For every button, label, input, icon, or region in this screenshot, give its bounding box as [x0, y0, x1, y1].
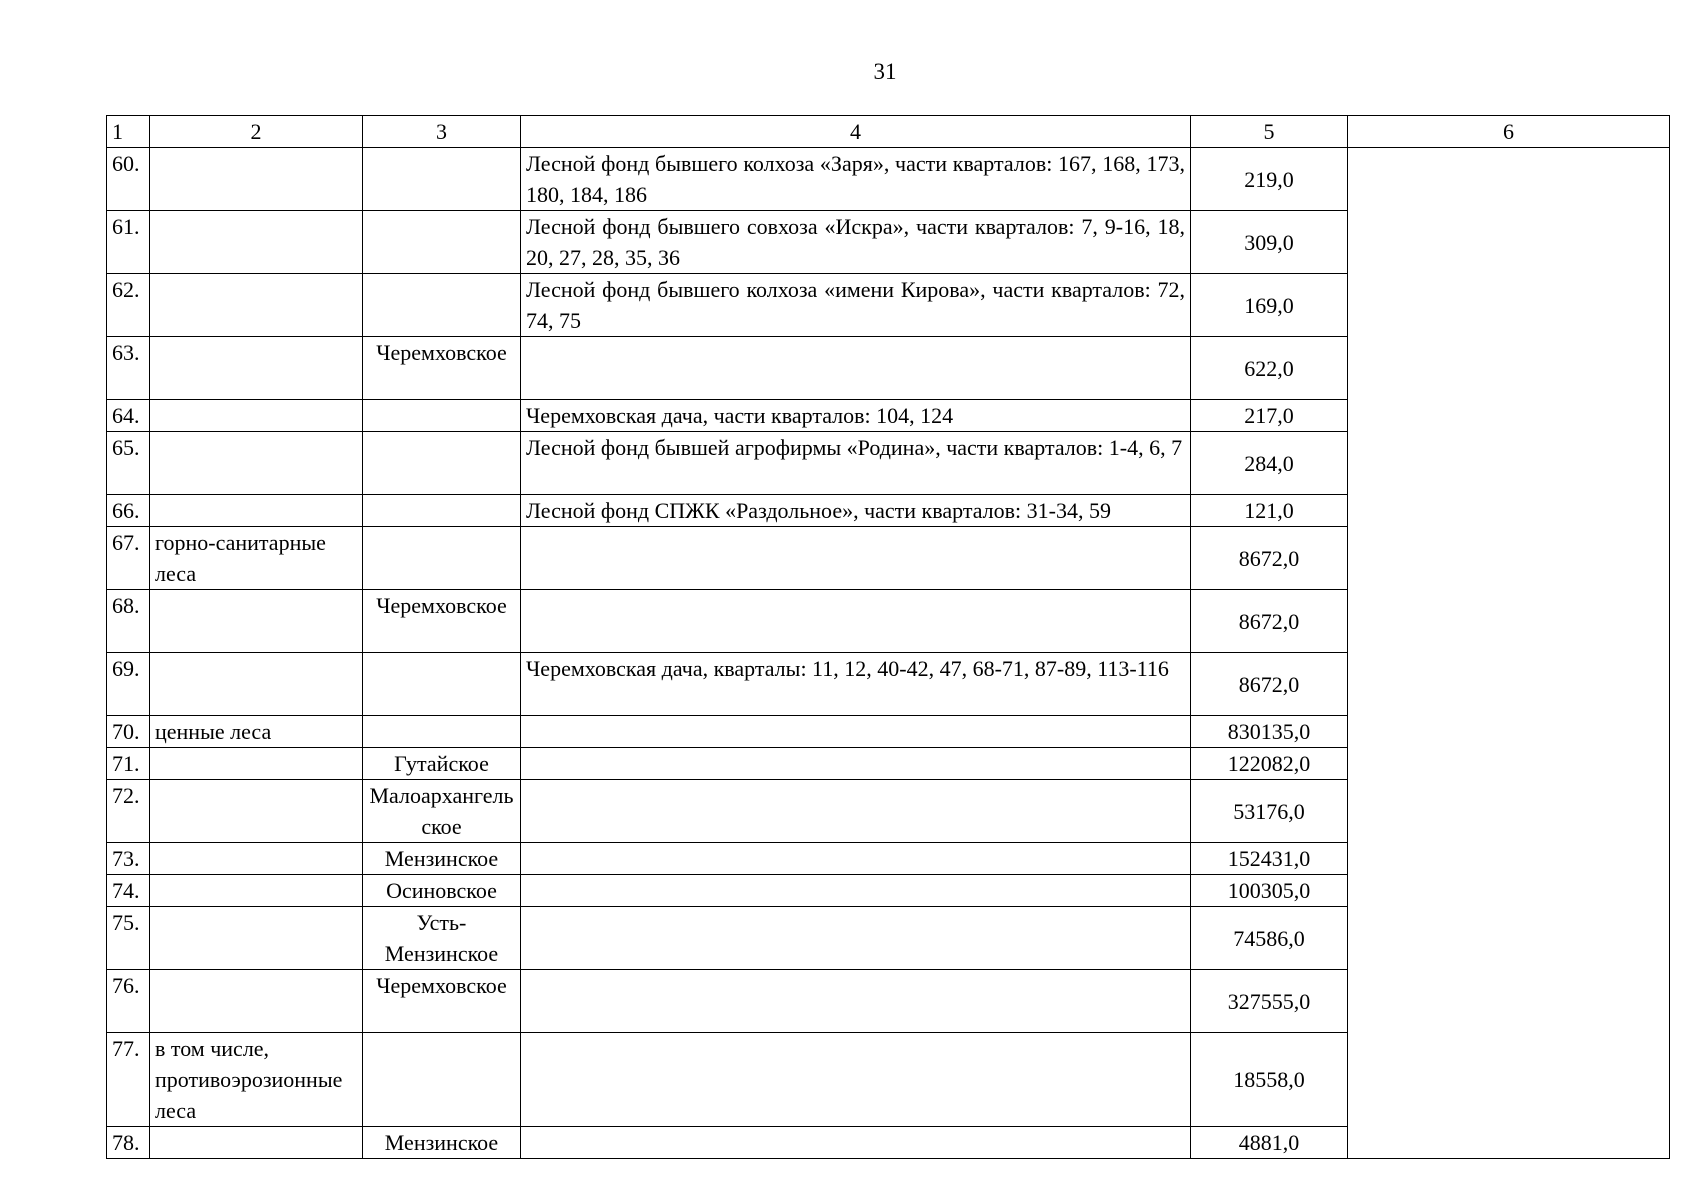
description: Лесной фонд бывшего колхоза «имени Кирова», части кварталов: 72, 74, 75	[521, 274, 1191, 337]
row-number: 77.	[107, 1033, 150, 1127]
area-value: 830135,0	[1191, 716, 1348, 748]
district	[363, 495, 521, 527]
area-value: 8672,0	[1191, 527, 1348, 590]
forest-category	[150, 875, 363, 907]
district: Черемховское	[363, 590, 521, 653]
forest-category	[150, 211, 363, 274]
district: Мензинское	[363, 1127, 521, 1159]
district	[363, 274, 521, 337]
description: Лесной фонд СПЖК «Раздольное», части кварталов: 31-34, 59	[521, 495, 1191, 527]
row-number: 64.	[107, 400, 150, 432]
row-number: 74.	[107, 875, 150, 907]
area-value: 169,0	[1191, 274, 1348, 337]
forest-category: в том числе, противоэрозионные леса	[150, 1033, 363, 1127]
area-value: 284,0	[1191, 432, 1348, 495]
description	[521, 1033, 1191, 1127]
area-value: 309,0	[1191, 211, 1348, 274]
district: Черемховское	[363, 970, 521, 1033]
row-number: 68.	[107, 590, 150, 653]
forest-category	[150, 653, 363, 716]
district	[363, 148, 521, 211]
description	[521, 907, 1191, 970]
area-value: 8672,0	[1191, 653, 1348, 716]
row-number: 72.	[107, 780, 150, 843]
area-value: 4881,0	[1191, 1127, 1348, 1159]
district	[363, 716, 521, 748]
forest-table	[106, 115, 1670, 1159]
row-number: 65.	[107, 432, 150, 495]
forest-category	[150, 432, 363, 495]
forest-category	[150, 590, 363, 653]
forest-category	[150, 970, 363, 1033]
forest-category	[150, 748, 363, 780]
description	[521, 1127, 1191, 1159]
row-number: 73.	[107, 843, 150, 875]
header-cell: 6	[1348, 116, 1670, 148]
description	[521, 875, 1191, 907]
description	[521, 748, 1191, 780]
description	[521, 843, 1191, 875]
row-number: 63.	[107, 337, 150, 400]
row-number: 69.	[107, 653, 150, 716]
description	[521, 337, 1191, 400]
area-value: 74586,0	[1191, 907, 1348, 970]
district: Осиновское	[363, 875, 521, 907]
row-number: 66.	[107, 495, 150, 527]
row-number: 62.	[107, 274, 150, 337]
district: Гутайское	[363, 748, 521, 780]
area-value: 327555,0	[1191, 970, 1348, 1033]
district	[363, 653, 521, 716]
forest-category: ценные леса	[150, 716, 363, 748]
area-value: 152431,0	[1191, 843, 1348, 875]
district	[363, 211, 521, 274]
header-cell: 1	[107, 116, 150, 148]
area-value: 219,0	[1191, 148, 1348, 211]
description	[521, 970, 1191, 1033]
row-number: 78.	[107, 1127, 150, 1159]
header-cell: 2	[150, 116, 363, 148]
description: Лесной фонд бывшего колхоза «Заря», части кварталов: 167, 168, 173, 180, 184, 186	[521, 148, 1191, 211]
area-value: 53176,0	[1191, 780, 1348, 843]
forest-category	[150, 780, 363, 843]
forest-category	[150, 843, 363, 875]
header-cell: 3	[363, 116, 521, 148]
page-number: 31	[873, 59, 897, 84]
description: Лесной фонд бывшей агрофирмы «Родина», части кварталов: 1-4, 6, 7	[521, 432, 1191, 495]
header-cell: 5	[1191, 116, 1348, 148]
table-row	[107, 148, 1670, 211]
row-number: 60.	[107, 148, 150, 211]
description	[521, 716, 1191, 748]
description	[521, 590, 1191, 653]
area-value: 8672,0	[1191, 590, 1348, 653]
forest-category	[150, 495, 363, 527]
district	[363, 1033, 521, 1127]
forest-category: горно-санитарные леса	[150, 527, 363, 590]
description: Лесной фонд бывшего совхоза «Искра», части кварталов: 7, 9-16, 18, 20, 27, 28, 35, 36	[521, 211, 1191, 274]
row-number: 75.	[107, 907, 150, 970]
row-number: 71.	[107, 748, 150, 780]
district	[363, 400, 521, 432]
header-cell: 4	[521, 116, 1191, 148]
forest-category	[150, 1127, 363, 1159]
row-number: 70.	[107, 716, 150, 748]
area-value: 122082,0	[1191, 748, 1348, 780]
forest-category	[150, 148, 363, 211]
forest-category	[150, 907, 363, 970]
description	[521, 527, 1191, 590]
area-value: 622,0	[1191, 337, 1348, 400]
row-number: 61.	[107, 211, 150, 274]
forest-category	[150, 400, 363, 432]
forest-category	[150, 274, 363, 337]
area-value: 217,0	[1191, 400, 1348, 432]
district	[363, 527, 521, 590]
forest-category	[150, 337, 363, 400]
row-number: 67.	[107, 527, 150, 590]
table-header-row	[107, 116, 1670, 148]
district: Малоархангельское	[363, 780, 521, 843]
district: Мензинское	[363, 843, 521, 875]
notes-column	[1348, 148, 1670, 1159]
area-value: 121,0	[1191, 495, 1348, 527]
district: Черемховское	[363, 337, 521, 400]
description	[521, 780, 1191, 843]
district: Усть-Мензинское	[363, 907, 521, 970]
district	[363, 432, 521, 495]
row-number: 76.	[107, 970, 150, 1033]
description: Черемховская дача, части кварталов: 104, 124	[521, 400, 1191, 432]
area-value: 18558,0	[1191, 1033, 1348, 1127]
area-value: 100305,0	[1191, 875, 1348, 907]
description: Черемховская дача, кварталы: 11, 12, 40-42, 47, 68-71, 87-89, 113-116	[521, 653, 1191, 716]
